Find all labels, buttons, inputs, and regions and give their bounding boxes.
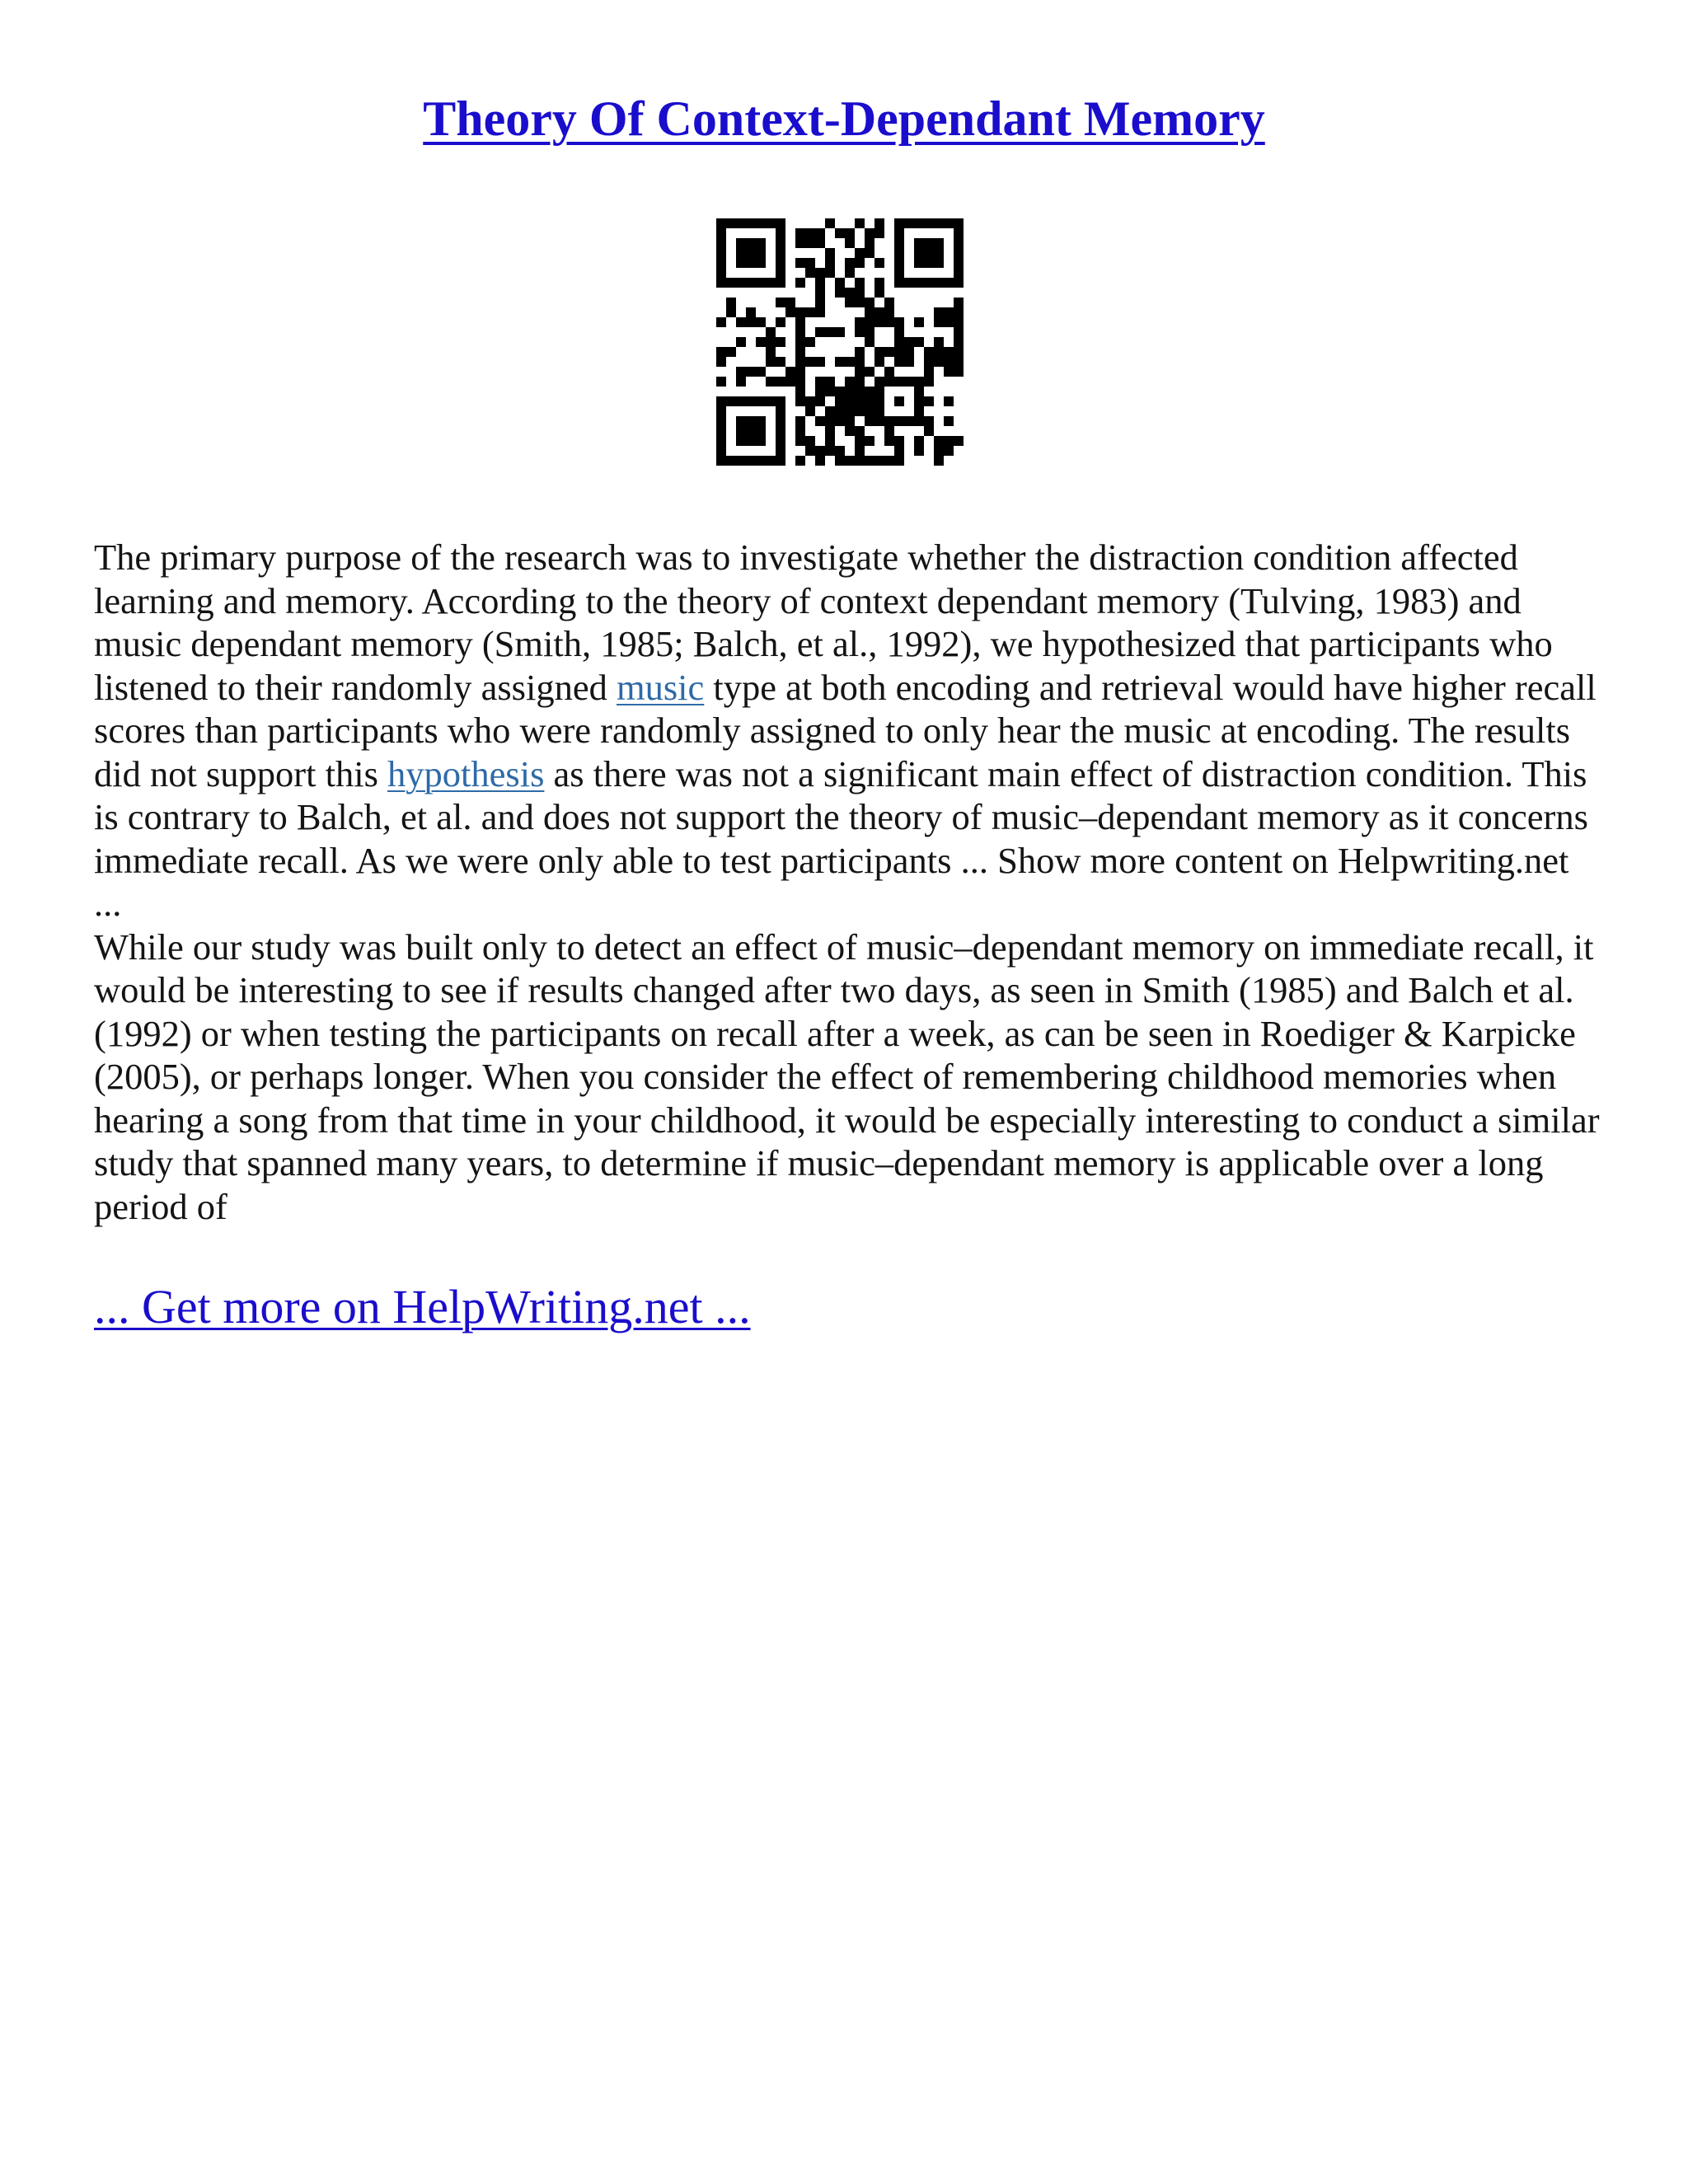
qr-code-image — [716, 218, 964, 466]
music-link[interactable]: music — [617, 666, 705, 708]
hypothesis-link[interactable]: hypothesis — [387, 752, 545, 794]
page-title — [0, 86, 1688, 152]
paragraph-2: While our study was built only to detect an effect of music–dependant memory on immediate recall, it would be interesting to see if results changed after two days, as seen in Smith (1985) and Balch et al. (1992) or when testing the participants on recall after a week, as can be seen in Roediger & Karpicke (2005), or perhaps longer. When you consider the effect of remembering childhood memories when hearing a song from that time in your childhood, it would be especially interesting to conduct a similar study that spanned many years, to determine if music–dependant memory is applicable over a long period of — [94, 926, 1600, 1227]
paragraph-1-text-a: The primary purpose of the research was to investigate whether the distraction condition affected learning and memory. According to the theory of context dependant memory (Tulving, 1983) and music dependant memory (Smith, 1985; Balch, et al., 1992), we hypothesized that participants who listened to their randomly assigned — [94, 537, 1553, 708]
paragraph-1-text-c: as there was not a significant main effect of distraction condition. This is contrary to Balch, et al. and does not support the theory of music–dependant memory as it concerns immediate recall. As we were only able to test participants ... Show more content on Helpwriting.net ... — [94, 752, 1588, 924]
paragraph-1 — [94, 536, 1602, 926]
article-body — [94, 536, 1602, 1228]
paragraph-1-text-b: type at both encoding and retrieval would have higher recall scores than participants who were randomly assigned to only hear the music at encoding. The results did not support this — [94, 666, 1597, 794]
get-more-container — [94, 1276, 751, 1338]
get-more-link[interactable]: ... Get more on HelpWriting.net ... — [94, 1280, 751, 1333]
title-link[interactable]: Theory Of Context-Dependant Memory — [423, 91, 1265, 146]
